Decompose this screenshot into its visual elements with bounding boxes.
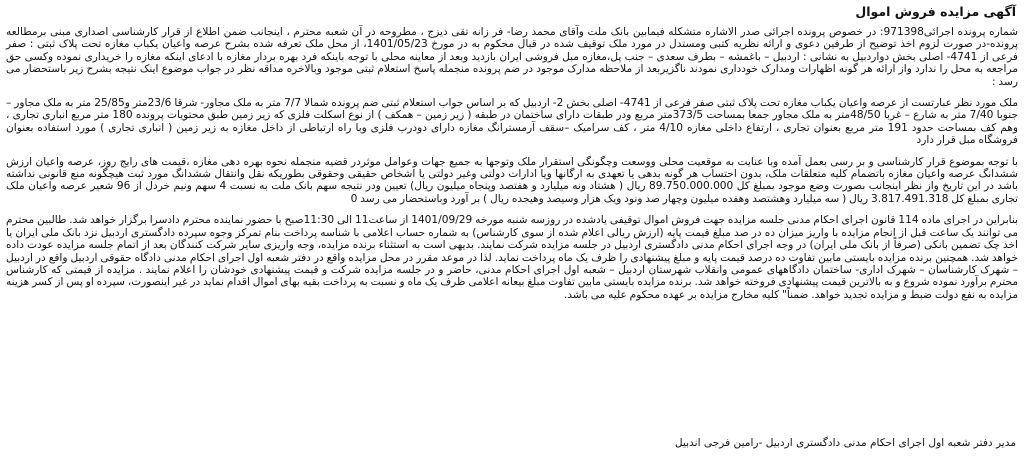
auction-notice <box>6 4 1018 310</box>
notice-paragraph-case-intro: شماره پرونده اجرائی971398: در خصوص پرونده اجرائی صدر الاشاره متشکله فیمابین بانک ملت وآقای محمد رضا- فر زانه تقی دیزج ، مطروحه در آن شعبه محترم ، اینجانب ضمن اطلاع از قرار کارشناسی اصداری مبنی برمطالعه پرونده-در صورت لزوم اخذ توضیح از طرفین دعوی و ارائه نظریه کتبی ومستدل در مورد ملک توقیف شده در قبال محکوم به در مورخ 1401/05/23، از محل ملک تعرفه شده بشرح عرصه واعیان یکباب مغازه تحت پلاک ثبتی : صفر فرعی از 4741- اصلی بخش دواردبیل به نشانی : اردبیل – باغمشه – بطرف سعدی – جنب پل،مغازه مبل فروشی ایران بازدید وبعد از معاینه محلی با توجه باینکه فرد بهره بردار مغازه با ادعای اینکه مغازه را خریداری نموده وکسی حق مراجعه به محل را ندارد واز ارائه هر گونه اظهارات ومدارک خودداری نمودند ناگزیربعد از ملاحظه مدارک موجود در ضم پرونده منجمله پاسخ استعلام ثبتی موجود وبالاخره مداقه نظر در جواب موضوع اینک نتیجه بشرح زیر باستحضار می رسد : <box>6 26 1018 88</box>
notice-title: آگهی مزایده فروش اموال <box>855 4 1016 19</box>
notice-paragraph-auction-terms: بنابراین در اجرای ماده 114 قانون اجرای احکام مدنی جلسه مزایده جهت فروش اموال توقیفی یادشده در روزسه شنبه مورخه 1401/09/29 از ساعت11 الی 11:30صبح با حضور نماینده محترم دادسرا برگزار خواهد شد. طالبین محترم می توانند یک ساعت قبل از انجام مزایده با واریز میزان ده در صد مبلغ قیمت پایه (ارزش ریالی اعلام شده از سوی کارشناس) به شماره حساب اعلامی با شناسه پرداخت بنام تمرکز وجوه سپرده دادگستری اردبیل نزد بانک ملی ایران یا اخذ چک تضمین بانکی (صرفاً از بانک ملی ایران) در وجه اجرای احکام مدنی دادگستری اردبیل در جلسه مزایده شرکت نمایند. بدیهی است به استثناء برنده مزایده، وجه واریزی سایر شرکت کنندگان بعد از اتمام جلسه مزایده عودت داده خواهد شد. همچنین برنده مزایده بایستی مابین تفاوت ده درصد قیمت پایه و مبلغ پیشنهادی را ظرف یک ماه پرداخت نماید. لذا در موعد مقرر در محل مزایده واقع در دفتر شعبه اول اجرای احکام مدنی دادگاه حقوقی اردبیل واقع در اردبیل – شهرک کارشناسان – شهرک اداری- ساختمان دادگاههای عمومی وانقلاب شهرستان اردبیل – شعبه اول اجرای احکام مدنی، حاضر و در جلسه مزایده شرکت و قیمت پیشنهادی خودشان را اعلام نمایند . مزایده از قیمتی که کارشناس محترم برآورد نموده شروع و به بالاترین قیمت پیشنهادی فروخته خواهد شد. برنده مزایده بایستی مابین تفاوت مبلغ بیعانه اعلامی ظرف یک ماه و نسبت به پرداخت بقیه بهای اموال اقدام نماید در غیر اینصورت، سپرده او پس از کسر هزینه مزایده به نفع دولت ضبط و مزایده تجدید خواهد. ضمناً" کلیه مخارج مزایده بر عهده محکوم علیه می باشد. <box>6 214 1019 301</box>
notice-signature: مدیر دفتر شعبه اول اجرای احکام مدنی دادگستری اردبیل -رامین فرجی اندبیل <box>674 437 1016 449</box>
notice-paragraph-property-description: ملک مورد نظر عبارتست از عرصه واعیان یکباب مغازه تحت پلاک ثبتی صفر فرعی از 4741- اصلی بخش 2- اردبیل که بر اساس جواب استعلام ثبتی ضم پرونده شمالا 7/7 متر به ملک مجاور- شرقا 23/6متر و25/85 متر به ملک مجاور – جنوبا 7/40 متر به شارع – غربا 48/50متر به ملک مجاور جمعا بمساحت 373/5متر مربع ودر طبقات دارای ساختمان در طبقه ( زیر زمین – همکف ) از نوع اسکلت فلزی که زیر زمین طبق محتویات پرونده 180 متر مربع انباری تجاری ، وهم کف بمساحت حدود 191 متر مربع بعنوان تجاری ، ارتفاع داخلی مغازه 4/10 متر ، کف سرامیک –سقف آرمسترانگ مغازه دارای دودرب فلزی وبا راه ارتباطی از داخل مغازه به زیر زمین ( انباری تجاری ) مورد استفاده بعنوان فروشگاه مبل قرار دارد <box>6 97 1019 147</box>
notice-paragraph-valuation: با توجه بموضوع قرار کارشناسی و بر رسی بعمل آمده وبا عنایت به موقعیت محلی ووسعت وچگونگی استقرار ملک وتوجها به جمیع جهات وعوامل موثردر قضیه منجمله نحوه بهره دهی مغازه ،قیمت های رایج روز، عرصه واعیان ارزش ششدانگ عرصه واعیان مغازه باتضمام کلیه متعلقات ملک، بدون احتساب هر گونه بدهی یا تعهدی به ارگانها ویا ادارات دولتی وغیر دولتی یا اشخاص حقیقی وحقوقی بطوریکه نقل وانتقال ششدانگ مورد ثبت هیچگونه منع قانونی نداشته باشد در این تاریخ واز نظر اینجانب بصورت وضع موجود بمبلغ کل 89.750.000.000 ریال ( هشتاد ونه میلیارد و هفتصد وپنجاه میلیون ریال) تعیین ودر نتیجه سهم بانک ملت به نسبت 4 سهم ونیم خردل از 96 شعیر عرصه واعیان ملک تجاری بمبلغ کل 3.817.491.318 ریال ( سه میلیارد وهشتصد وهفده میلیون وچهار صد ونود ویک هزار وسیصد وهیجده ریال ) بر آورد وباستحضار می رسد 0 <box>6 155 1018 205</box>
